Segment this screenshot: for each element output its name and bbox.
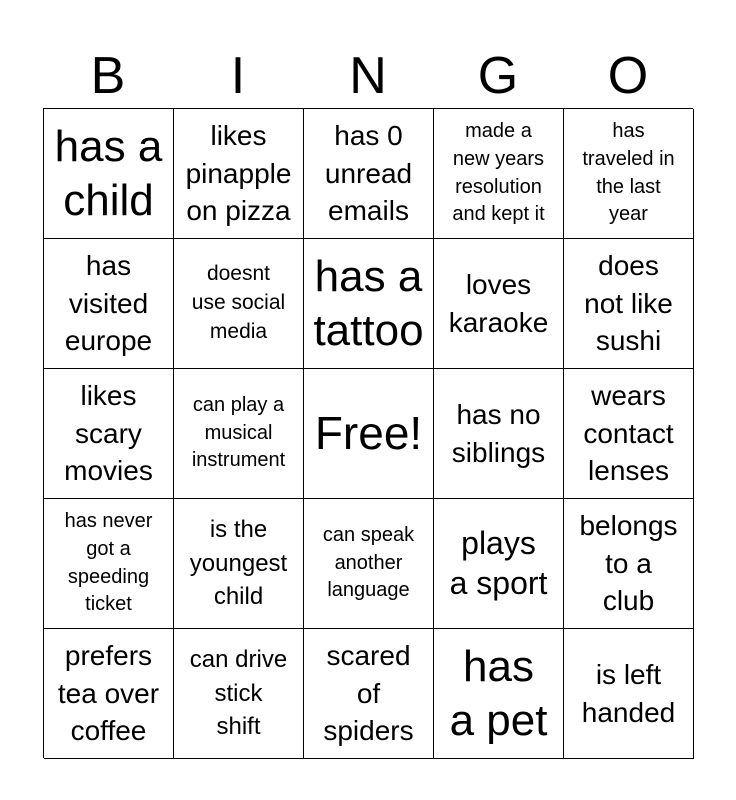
cell-text: loves karaoke [448,268,549,338]
bingo-cell[interactable] [44,239,174,369]
bingo-cell[interactable] [304,239,434,369]
header-letter-o: O [607,47,649,105]
cell-text: has never got a speeding ticket [64,510,153,616]
header-letter-n: N [349,47,387,105]
cell-text: made a new years resolution and kept it [452,120,545,226]
bingo-cell[interactable] [564,629,694,759]
header-letter-i: I [230,47,246,105]
cell-text: is the youngest child [189,516,288,611]
cell-text: can drive stick shift [189,646,288,741]
cell-text: has a pet [449,641,548,745]
bingo-cell[interactable] [174,499,304,629]
cell-text: likes scary movies [64,379,153,487]
bingo-cell[interactable] [44,499,174,629]
bingo-cell[interactable] [174,369,304,499]
cell-text: can speak another language [322,524,415,602]
cell-text: doesnt use social media [191,262,286,343]
cell-text: has visited europe [64,249,153,357]
bingo-cell[interactable] [564,369,694,499]
free-space-text: Free! [314,406,423,459]
bingo-cell[interactable] [434,109,564,239]
cell-text: belongs to a club [579,509,678,617]
bingo-cell[interactable] [304,499,434,629]
cell-text: plays a sport [449,525,548,601]
cell-text: prefers tea over coffee [57,639,160,747]
bingo-cell[interactable] [434,369,564,499]
bingo-cell[interactable] [564,109,694,239]
cell-text: is left handed [581,658,676,728]
bingo-cell[interactable] [434,499,564,629]
bingo-grid [43,108,693,758]
bingo-cell[interactable] [174,109,304,239]
bingo-cell[interactable] [44,109,174,239]
free-space[interactable] [304,369,434,499]
header-letter-b: B [90,47,126,105]
cell-text: does not like sushi [584,249,673,357]
cell-text: likes pinapple on pizza [185,119,292,227]
cell-text: has 0 unread emails [324,119,413,227]
cell-text: wears contact lenses [583,379,674,487]
cell-text: can play a musical instrument [191,394,286,472]
bingo-cell[interactable] [304,109,434,239]
cell-text: has a tattoo [313,251,424,355]
cell-text: has no siblings [451,398,546,468]
bingo-header [43,44,693,108]
cell-text: has a child [54,121,163,225]
bingo-cell[interactable] [434,239,564,369]
cell-text: scared of spiders [323,639,414,747]
bingo-cell[interactable] [174,629,304,759]
cell-text: has traveled in the last year [582,120,675,226]
header-letter-g: G [477,47,519,105]
bingo-cell[interactable] [44,629,174,759]
bingo-cell[interactable] [564,499,694,629]
bingo-cell[interactable] [304,629,434,759]
bingo-cell[interactable] [434,629,564,759]
bingo-cell[interactable] [44,369,174,499]
bingo-cell[interactable] [564,239,694,369]
bingo-cell[interactable] [174,239,304,369]
